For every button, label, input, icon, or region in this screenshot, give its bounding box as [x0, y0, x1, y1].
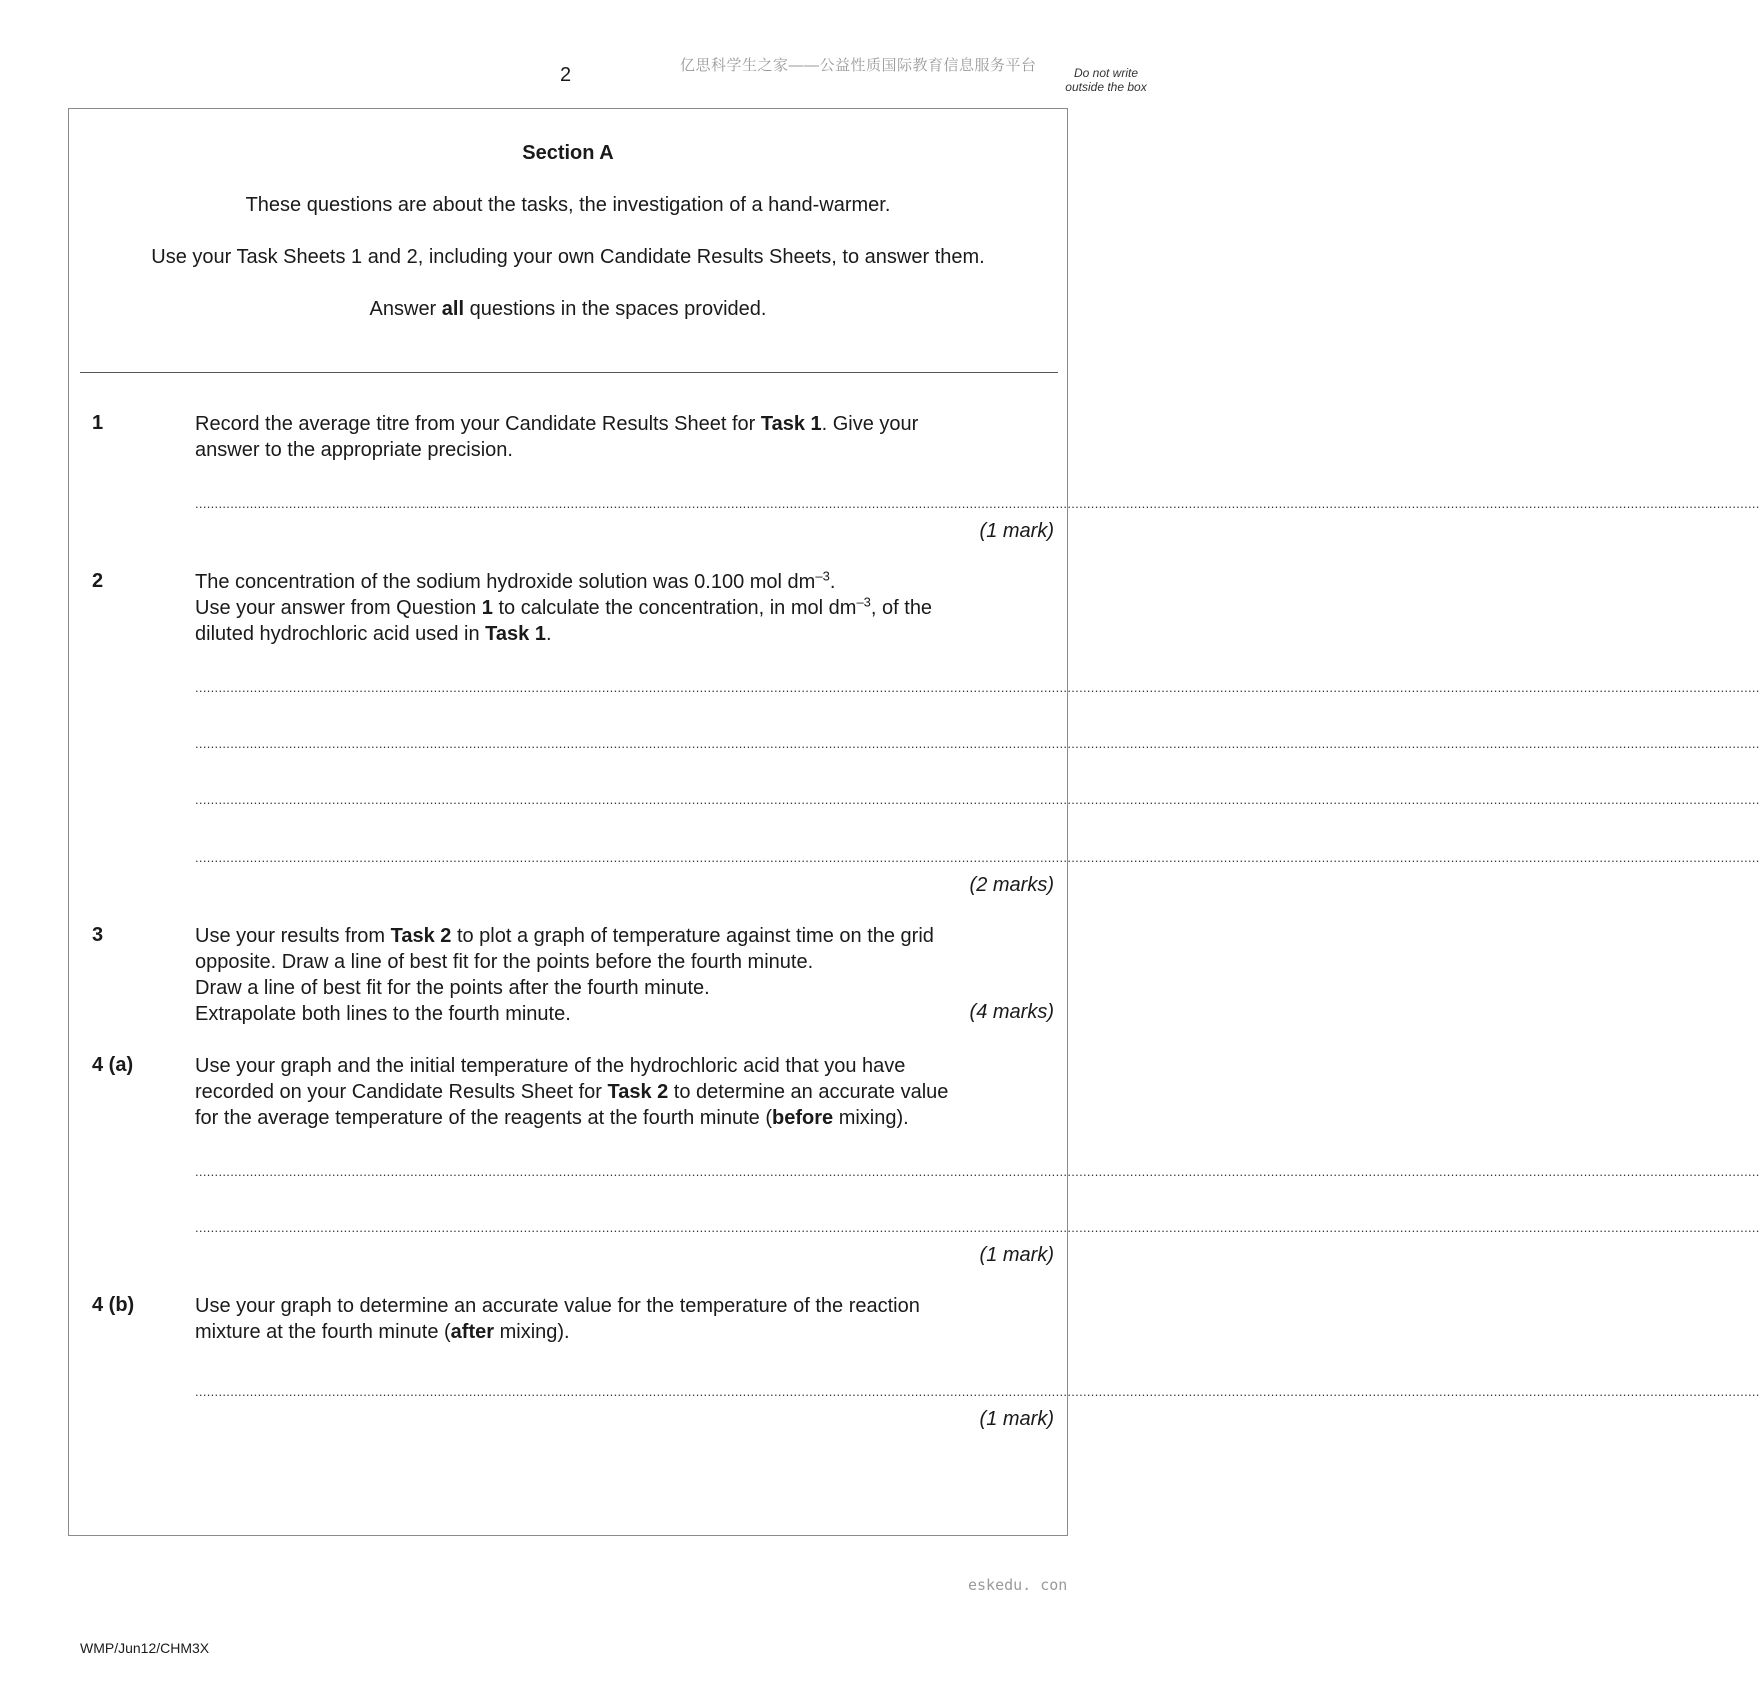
question-2-marks: (2 marks): [969, 874, 1054, 896]
question-1-number: 1: [92, 412, 104, 434]
section-intro-3: Answer all questions in the spaces provided.: [369, 298, 767, 320]
question-2-number: 2: [92, 570, 104, 592]
answer-line[interactable]: ................................................................................................................................................................................................................................................................................................................................................................................................................: [195, 736, 1760, 751]
question-4b-marks: (1 mark): [979, 1408, 1054, 1430]
section-divider: [80, 372, 1058, 373]
section-intro-1: These questions are about the tasks, the investigation of a hand-warmer.: [245, 194, 891, 216]
answer-line[interactable]: ................................................................................................................................................................................................................................................................................................................................................................................................................: [195, 1164, 1760, 1179]
answer-line[interactable]: ................................................................................................................................................................................................................................................................................................................................................................................................................: [195, 496, 1760, 511]
footer-watermark: eskedu. con: [968, 1576, 1068, 1594]
question-1-marks: (1 mark): [979, 520, 1054, 542]
question-4a-number: 4 (a): [92, 1054, 134, 1076]
section-intro-2: Use your Task Sheets 1 and 2, including your own Candidate Results Sheets, to answer them.: [151, 246, 985, 268]
question-4a-text: Use your graph and the initial temperature of the hydrochloric acid that you have recorded on your Candidate Results Sheet for Task 2 to determine an accurate value for the average temperature of the reagents at the fourth minute (before mixing).: [195, 1055, 949, 1129]
page-number: 2: [560, 64, 572, 86]
question-4b-number: 4 (b): [92, 1294, 135, 1316]
question-3-text: Use your results from Task 2 to plot a graph of temperature against time on the grid opposite. Draw a line of best fit for the points before the fourth minute. Draw a line of best fit for the points after the fourth minute. Extrapolate both lines to the fourth minute.: [195, 925, 934, 1025]
question-3-number: 3: [92, 924, 104, 946]
question-3-marks: (4 marks): [969, 1001, 1054, 1023]
question-4a-marks: (1 mark): [979, 1244, 1054, 1266]
answer-line[interactable]: ................................................................................................................................................................................................................................................................................................................................................................................................................: [195, 680, 1760, 695]
margin-note: Do not write outside the box: [1065, 66, 1147, 94]
section-title: Section A: [522, 142, 614, 164]
answer-line[interactable]: ................................................................................................................................................................................................................................................................................................................................................................................................................: [195, 850, 1760, 865]
header-watermark: 亿思科学生之家——公益性质国际教育信息服务平台: [680, 57, 1037, 74]
question-1-text: Record the average titre from your Candidate Results Sheet for Task 1. Give your answer to the appropriate precision.: [195, 413, 919, 461]
question-2-text: The concentration of the sodium hydroxide solution was 0.100 mol $dm^{-3}$. Use your answer from Question 1 to calculate the concentration, in mol $dm^{-3}$, of the diluted hydrochloric acid used in Task 1.: [195, 568, 933, 645]
footer-paper-code: WMP/Jun12/CHM3X: [80, 1640, 210, 1656]
answer-line[interactable]: ................................................................................................................................................................................................................................................................................................................................................................................................................: [195, 792, 1760, 807]
question-4b-text: Use your graph to determine an accurate value for the temperature of the reaction mixture at the fourth minute (after mixing).: [195, 1295, 920, 1343]
answer-line[interactable]: ................................................................................................................................................................................................................................................................................................................................................................................................................: [195, 1220, 1760, 1235]
answer-line[interactable]: ................................................................................................................................................................................................................................................................................................................................................................................................................: [195, 1384, 1760, 1399]
